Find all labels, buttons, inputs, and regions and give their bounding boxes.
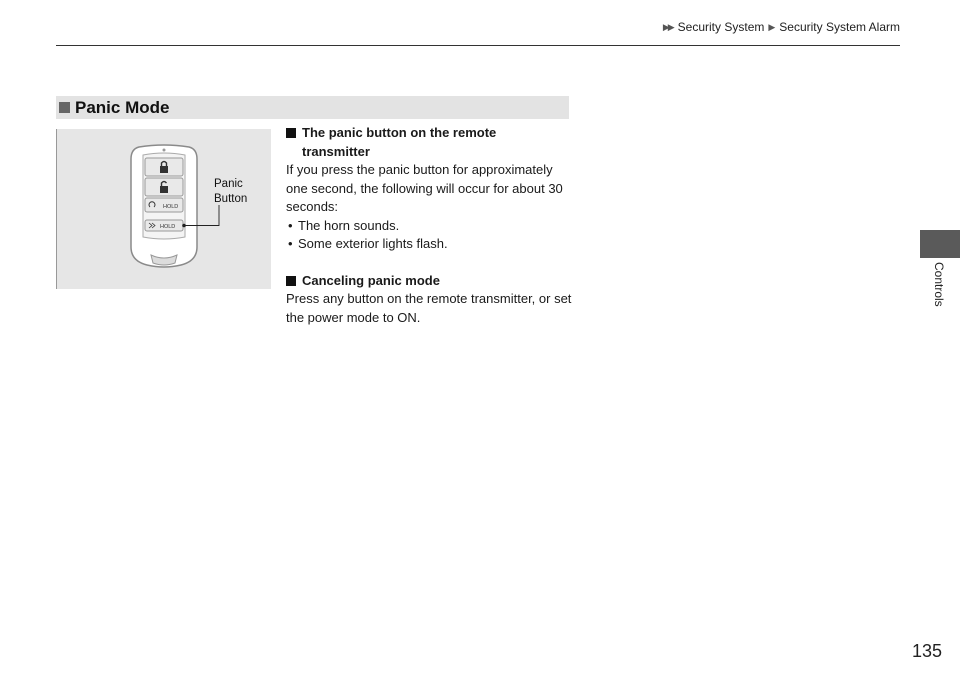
- panic-button-heading-line1: The panic button on the remote: [302, 125, 497, 140]
- panic-button-heading-text: [302, 124, 496, 161]
- fob-led: [163, 149, 166, 152]
- panic-content: [286, 124, 576, 327]
- page-number: 135: [911, 641, 942, 661]
- canceling-heading-text: Canceling panic mode: [302, 272, 440, 288]
- panic-button-heading: [286, 124, 576, 161]
- canceling-heading: [286, 272, 576, 291]
- breadcrumb-item-security-system-alarm[interactable]: Security System Alarm: [779, 20, 900, 34]
- list-item: • Some exterior lights flash.: [286, 235, 576, 254]
- list-item: • The horn sounds.: [286, 217, 576, 236]
- callout-label-line2: Button: [214, 193, 248, 205]
- remote-illustration: [56, 129, 271, 289]
- section-header: [56, 96, 569, 119]
- key-fob-drawing: [57, 129, 271, 289]
- panic-button-heading-line2: transmitter: [302, 143, 370, 159]
- canceling-body: Press any button on the remote transmitter, or set the power mode to ON.: [286, 291, 572, 325]
- chapter-tab[interactable]: [920, 230, 960, 258]
- section-title: Panic Mode: [75, 97, 170, 117]
- breadcrumb-separator-icon: ▶: [768, 21, 776, 32]
- panic-button-body: If you press the panic button for approximately one second, the following will occur for about 30 seconds:: [286, 162, 563, 214]
- hold-label-2: HOLD: [160, 224, 176, 230]
- chapter-tab-label: Controls: [932, 262, 946, 307]
- header-rule: [56, 45, 900, 46]
- hold-label-1: HOLD: [163, 204, 179, 210]
- section-square-icon: [59, 102, 70, 113]
- callout-label-line1: Panic: [214, 178, 243, 190]
- breadcrumb-arrow-icon: ▶▶: [662, 21, 673, 32]
- breadcrumb-item-security-system[interactable]: Security System: [677, 20, 765, 34]
- heading-square-icon: [286, 128, 296, 138]
- breadcrumb: [663, 20, 900, 34]
- panic-effects-list: [286, 217, 576, 254]
- heading-square-icon: [286, 276, 296, 286]
